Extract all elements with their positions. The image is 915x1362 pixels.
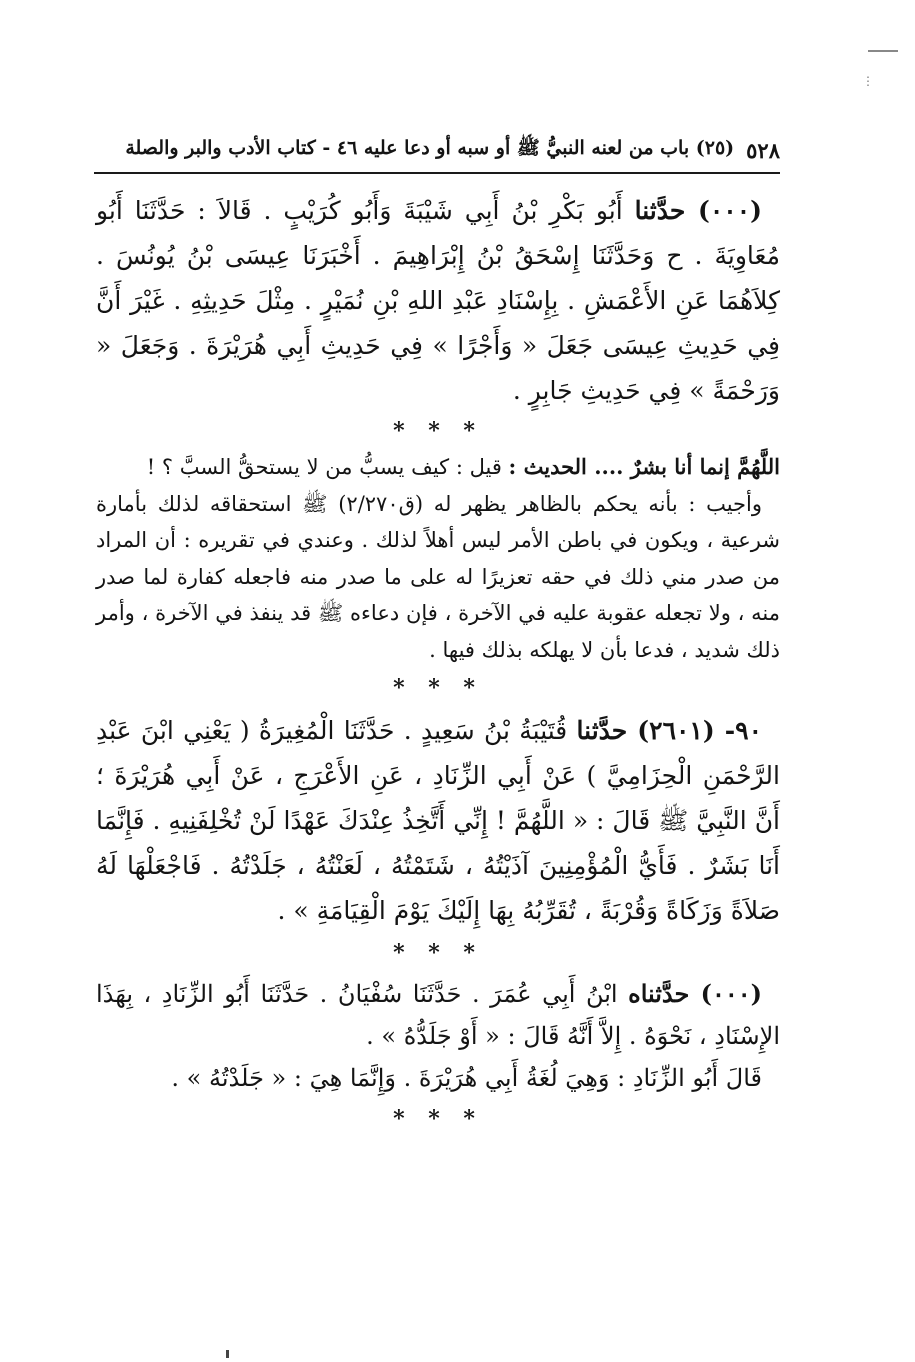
commentary-answer: وأجيب : بأنه يحكم بالظاهر يظهر له (ق٢/٢٧٠) ﷺ استحقاقه لذلك بأمارة شرعية ، ويكون في باطن الأمر ليس أهلاً لذلك . وعندي في تقريره : أن المراد من صدر مني ذلك في حقه تعزيرًا له على ما صدر منه فاجعله كفارة لما صدر منه ، ولا تجعله عقوبة عليه في الآخرة ، فإن دعاءه ﷺ قد ينفذ في الآخرة ، وأمر ذلك شديد ، فدعا بأن لا يهلكه بذلك فيها . (96, 491, 780, 662)
hadith-2 (96, 708, 780, 933)
header-title: (٢٥) باب من لعنه النبيُّ ﷺ أو سبه أو دعا عليه ٤٦ - كتاب الأدب والبر والصلة (125, 137, 735, 159)
commentary-para-2 (96, 486, 780, 669)
scan-mark (868, 50, 898, 52)
section-separator-2: * * * (393, 675, 483, 701)
commentary-lead: اللَّهُمَّ إنما أنا بشرٌ .... الحديث : (508, 454, 780, 479)
commentary-para-1 (96, 449, 780, 486)
hadith-1 (96, 188, 780, 413)
header-rule (94, 172, 780, 174)
hadith-3 (96, 973, 780, 1057)
section-separator-3: * * * (393, 940, 483, 966)
hadith-2-ref: ٩٠- (٢٦٠١) حدَّثنا (576, 716, 762, 745)
page-number: ٥٢٨ (746, 137, 780, 163)
section-separator-1: * * * (393, 418, 483, 444)
section-separator-4: * * * (393, 1106, 483, 1132)
hadith-3-text: ابْنُ أَبِي عُمَرَ . حَدَّثَنَا سُفْيَانُ . حَدَّثَنَا أَبُو الزِّنَادِ ، بِهَذَا الإِسْنَادِ ، نَحْوَهُ . إِلاَّ أَنَّهُ قَالَ : « أَوْ جَلَدُّهُ » . (96, 980, 780, 1050)
hadith-1-text: أَبُو بَكْرِ بْنُ أَبِي شَيْبَةَ وَأَبُو كُرَيْبٍ . قَالاَ : حَدَّثَنَا أَبُو مُعَاوِيَةَ . ح وَحَدَّثَنَا إِسْحَقُ بْنُ إِبْرَاهِيمَ . أَخْبَرَنَا عِيسَى بْنُ يُونُسَ . كِلاَهُمَا عَنِ الأَعْمَشِ . بِإِسْنَادِ عَبْدِ اللهِ بْنِ نُمَيْرٍ . مِثْلَ حَدِيثِهِ . غَيْرَ أَنَّ فِي حَدِيثِ عِيسَى جَعَلَ « وَأَجْرًا » فِي حَدِيثِ أَبِي هُرَيْرَةَ . وَجَعَلَ « وَرَحْمَةً » فِي حَدِيثِ جَابِرٍ . (96, 196, 780, 405)
commentary-question: قيل : كيف يسبُّ من لا يستحقُّ السبَّ ؟ ! (146, 455, 502, 479)
hadith-3-note-text: قَالَ أَبُو الزِّنَادِ : وَهِيَ لُغَةُ أَبِي هُرَيْرَةَ . وَإِنَّمَا هِيَ : « جَلَدْتُهُ » . (171, 1064, 762, 1092)
hadith-2-text: قُتَيْبَةُ بْنُ سَعِيدٍ . حَدَّثَنَا الْمُغِيرَةُ ( يَعْنِي ابْنَ عَبْدِ الرَّحْمَنِ الْحِزَامِيَّ ) عَنْ أَبِي الزِّنَادِ ، عَنِ الأَعْرَجِ ، عَنْ أَبِي هُرَيْرَةَ ؛ أَنَّ النَّبِيَّ ﷺ قَالَ : « اللَّهُمَّ ! إِنِّي أَتَّخِذُ عِنْدَكَ عَهْدًا لَنْ تُخْلِفَنِيهِ . فَإِنَّمَا أَنَا بَشَرٌ . فَأَيُّ الْمُؤْمِنِينَ آذَيْتُهُ ، شَتَمْتُهُ ، لَعَنْتُهُ ، جَلَدْتُهُ . فَاجْعَلْهَا لَهُ صَلاَةً وَزَكَاةً وَقُرْبَةً ، تُقَرِّبُهُ بِهَا إِلَيْكَ يَوْمَ الْقِيَامَةِ » . (96, 716, 780, 925)
scan-dots: ⋮ (862, 74, 874, 88)
hadith-1-ref: (٠٠٠) حدَّثنا (634, 196, 763, 225)
page-body (96, 188, 780, 1139)
hadith-3-note (96, 1057, 780, 1099)
hadith-3-ref: (٠٠٠) حدَّثناه (628, 979, 763, 1008)
scan-speck (226, 1350, 229, 1358)
running-header (94, 128, 780, 172)
